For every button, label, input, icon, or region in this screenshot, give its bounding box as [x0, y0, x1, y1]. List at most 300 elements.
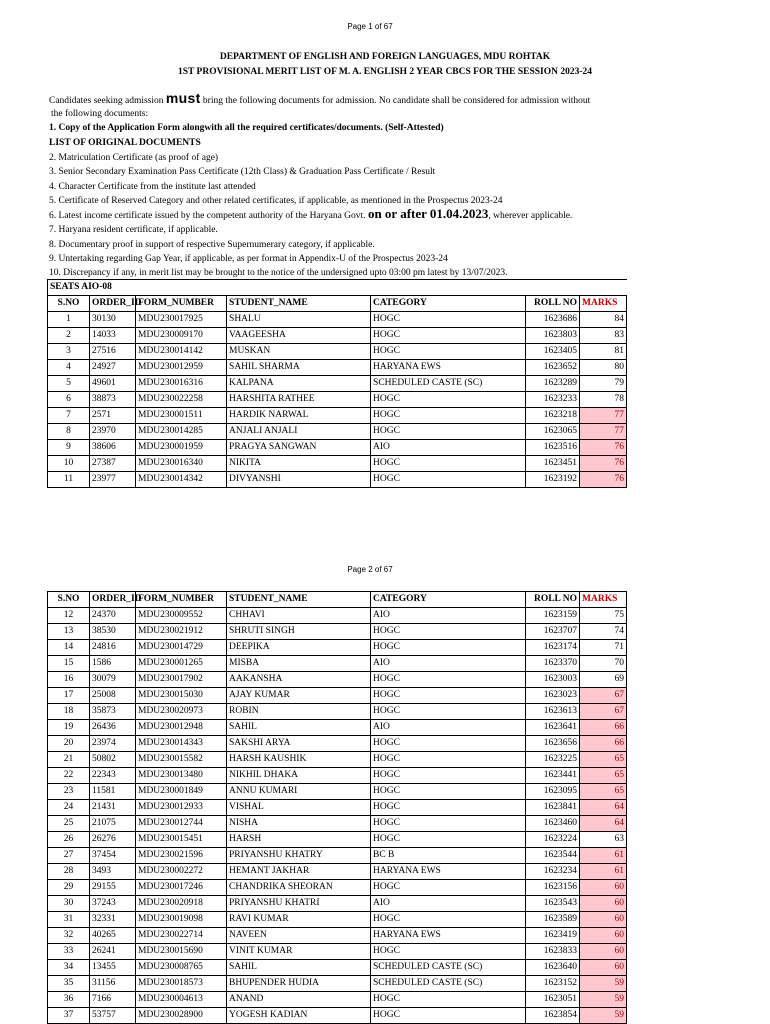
page-number: Page 1 of 67 [347, 22, 393, 31]
date-emphasis: on or after 01.04.2023 [367, 206, 489, 221]
cell-category: HOGC [371, 344, 526, 360]
cell-roll-no: 1623803 [526, 328, 580, 344]
cell-order-id: 50802 [90, 752, 136, 768]
cell-form-number: MDU230021912 [136, 624, 227, 640]
table-row [48, 912, 627, 928]
cell-student-name: SHALU [227, 312, 371, 328]
cell-student-name: SAHIL [227, 720, 371, 736]
cell-roll-no: 1623652 [526, 360, 580, 376]
col-header-sno: S.NO [48, 592, 90, 608]
col-header-order: ORDER_ID [90, 296, 136, 312]
instruction-item-8: 8. Documentary proof in support of respective Supernumerary category, if applicable. [49, 240, 375, 250]
table-row [48, 312, 627, 328]
cell-order-id: 40265 [90, 928, 136, 944]
cell-student-name: MUSKAN [227, 344, 371, 360]
cell-roll-no: 1623370 [526, 656, 580, 672]
cell-form-number: MDU230008765 [136, 960, 227, 976]
cell-category: HOGC [371, 944, 526, 960]
cell-order-id: 26241 [90, 944, 136, 960]
cell-sno: 34 [48, 960, 90, 976]
cell-student-name: NAVEEN [227, 928, 371, 944]
cell-sno: 20 [48, 736, 90, 752]
table-row [48, 408, 627, 424]
cell-marks: 84 [580, 312, 627, 328]
cell-sno: 31 [48, 912, 90, 928]
table-row [48, 376, 627, 392]
cell-roll-no: 1623023 [526, 688, 580, 704]
cell-sno: 33 [48, 944, 90, 960]
cell-student-name: NIKHIL DHAKA [227, 768, 371, 784]
cell-marks: 76 [580, 440, 627, 456]
cell-sno: 25 [48, 816, 90, 832]
cell-sno: 18 [48, 704, 90, 720]
cell-order-id: 26276 [90, 832, 136, 848]
instruction-item-1: 1. Copy of the Application Form alongwith all the required certificates/documents. (Self-Attested) [49, 123, 444, 133]
cell-form-number: MDU230001959 [136, 440, 227, 456]
cell-student-name: VINIT KUMAR [227, 944, 371, 960]
cell-roll-no: 1623544 [526, 848, 580, 864]
cell-student-name: DEEPIKA [227, 640, 371, 656]
col-header-marks: MARKS [580, 296, 627, 312]
cell-marks: 60 [580, 928, 627, 944]
page-number-2: Page 2 of 67 [347, 565, 393, 574]
cell-roll-no: 1623613 [526, 704, 580, 720]
cell-form-number: MDU230004613 [136, 992, 227, 1008]
cell-student-name: HARSHITA RATHEE [227, 392, 371, 408]
cell-sno: 32 [48, 928, 90, 944]
cell-roll-no: 1623218 [526, 408, 580, 424]
table-row [48, 784, 627, 800]
cell-form-number: MDU230001849 [136, 784, 227, 800]
table-row [48, 640, 627, 656]
table-row [48, 688, 627, 704]
cell-order-id: 26436 [90, 720, 136, 736]
cell-student-name: SAHIL SHARMA [227, 360, 371, 376]
cell-sno: 26 [48, 832, 90, 848]
table-row [48, 328, 627, 344]
cell-category: HOGC [371, 784, 526, 800]
cell-roll-no: 1623543 [526, 896, 580, 912]
cell-sno: 16 [48, 672, 90, 688]
instruction-item-7: 7. Haryana resident certificate, if applicable. [49, 225, 218, 235]
cell-roll-no: 1623441 [526, 768, 580, 784]
cell-category: AIO [371, 608, 526, 624]
cell-form-number: MDU230017902 [136, 672, 227, 688]
document-subtitle: 1ST PROVISIONAL MERIT LIST OF M. A. ENGLISH 2 YEAR CBCS FOR THE SESSION 2023-24 [177, 67, 593, 77]
cell-marks: 74 [580, 624, 627, 640]
cell-student-name: HARSH [227, 832, 371, 848]
cell-order-id: 27516 [90, 344, 136, 360]
table-row [48, 672, 627, 688]
cell-category: AIO [371, 656, 526, 672]
cell-category: HOGC [371, 832, 526, 848]
table-row [48, 456, 627, 472]
table-row [48, 752, 627, 768]
cell-student-name: HARSH KAUSHIK [227, 752, 371, 768]
cell-student-name: ANNU KUMARI [227, 784, 371, 800]
cell-form-number: MDU230015582 [136, 752, 227, 768]
cell-order-id: 30130 [90, 312, 136, 328]
cell-roll-no: 1623289 [526, 376, 580, 392]
cell-form-number: MDU230021596 [136, 848, 227, 864]
cell-roll-no: 1623641 [526, 720, 580, 736]
instruction-item-9: 9. Untertaking regarding Gap Year, if applicable, as per format in Appendix-U of the Prospectus 2023-24 [49, 254, 448, 264]
cell-category: AIO [371, 720, 526, 736]
cell-marks: 61 [580, 864, 627, 880]
cell-form-number: MDU230009170 [136, 328, 227, 344]
cell-roll-no: 1623656 [526, 736, 580, 752]
cell-form-number: MDU230018573 [136, 976, 227, 992]
table-row [48, 976, 627, 992]
cell-roll-no: 1623516 [526, 440, 580, 456]
cell-roll-no: 1623451 [526, 456, 580, 472]
cell-sno: 30 [48, 896, 90, 912]
cell-roll-no: 1623224 [526, 832, 580, 848]
cell-form-number: MDU230020973 [136, 704, 227, 720]
cell-marks: 59 [580, 1008, 627, 1024]
table-row [48, 360, 627, 376]
cell-form-number: MDU230012933 [136, 800, 227, 816]
cell-student-name: ROBIN [227, 704, 371, 720]
cell-category: HARYANA EWS [371, 360, 526, 376]
cell-sno: 14 [48, 640, 90, 656]
instructions-intro-continued: the following documents: [51, 109, 149, 119]
instruction-item-4: 4. Character Certificate from the institute last attended [49, 182, 256, 192]
cell-sno: 2 [48, 328, 90, 344]
cell-order-id: 29155 [90, 880, 136, 896]
cell-student-name: BHUPENDER HUDIA [227, 976, 371, 992]
cell-form-number: MDU230001511 [136, 408, 227, 424]
cell-roll-no: 1623234 [526, 864, 580, 880]
cell-sno: 1 [48, 312, 90, 328]
table-row [48, 848, 627, 864]
cell-student-name: NISHA [227, 816, 371, 832]
col-header-sno: S.NO [48, 296, 90, 312]
col-header-name: STUDENT_NAME [227, 592, 371, 608]
cell-sno: 7 [48, 408, 90, 424]
table-row [48, 1008, 627, 1024]
cell-category: HOGC [371, 640, 526, 656]
cell-category: HOGC [371, 392, 526, 408]
cell-marks: 63 [580, 832, 627, 848]
cell-category: HOGC [371, 456, 526, 472]
cell-category: SCHEDULED CASTE (SC) [371, 960, 526, 976]
cell-order-id: 21075 [90, 816, 136, 832]
cell-marks: 67 [580, 688, 627, 704]
cell-category: AIO [371, 440, 526, 456]
cell-student-name: KALPANA [227, 376, 371, 392]
cell-marks: 77 [580, 408, 627, 424]
cell-roll-no: 1623833 [526, 944, 580, 960]
cell-form-number: MDU230014142 [136, 344, 227, 360]
cell-student-name: MISBA [227, 656, 371, 672]
table-row [48, 992, 627, 1008]
cell-marks: 60 [580, 880, 627, 896]
cell-student-name: PRIYANSHU KHATRI [227, 896, 371, 912]
table-row [48, 816, 627, 832]
cell-roll-no: 1623225 [526, 752, 580, 768]
cell-sno: 3 [48, 344, 90, 360]
cell-marks: 60 [580, 960, 627, 976]
col-header-form: FORM_NUMBER [136, 296, 227, 312]
col-header-roll: ROLL NO [526, 592, 580, 608]
cell-order-id: 38873 [90, 392, 136, 408]
instruction-item-6: 6. Latest income certificate issued by the competent authority of the Haryana Govt. on or after 01.04.2023, wherever applicable. [49, 206, 573, 221]
cell-marks: 65 [580, 752, 627, 768]
cell-student-name: AJAY KUMAR [227, 688, 371, 704]
cell-category: HOGC [371, 408, 526, 424]
merit-table-page-2 [47, 591, 627, 1024]
cell-order-id: 30079 [90, 672, 136, 688]
cell-student-name: ANJALI ANJALI [227, 424, 371, 440]
cell-form-number: MDU230022258 [136, 392, 227, 408]
cell-order-id: 35873 [90, 704, 136, 720]
cell-marks: 81 [580, 344, 627, 360]
cell-roll-no: 1623065 [526, 424, 580, 440]
cell-marks: 76 [580, 456, 627, 472]
cell-category: HOGC [371, 704, 526, 720]
col-header-order: ORDER_ID [90, 592, 136, 608]
cell-roll-no: 1623003 [526, 672, 580, 688]
cell-category: HOGC [371, 880, 526, 896]
cell-sno: 13 [48, 624, 90, 640]
cell-category: HOGC [371, 472, 526, 488]
instruction-item-5: 5. Certificate of Reserved Category and other related certificates, if applicable, as mentioned in the Prospectus 2023-24 [49, 196, 503, 206]
cell-marks: 65 [580, 784, 627, 800]
cell-marks: 83 [580, 328, 627, 344]
cell-sno: 6 [48, 392, 90, 408]
cell-category: HOGC [371, 752, 526, 768]
cell-student-name: YOGESH KADIAN [227, 1008, 371, 1024]
table-row [48, 736, 627, 752]
cell-sno: 11 [48, 472, 90, 488]
cell-form-number: MDU230012744 [136, 816, 227, 832]
cell-order-id: 49601 [90, 376, 136, 392]
cell-category: HOGC [371, 688, 526, 704]
cell-order-id: 24927 [90, 360, 136, 376]
cell-student-name: VISHAL [227, 800, 371, 816]
cell-order-id: 11581 [90, 784, 136, 800]
cell-form-number: MDU230016340 [136, 456, 227, 472]
cell-category: HOGC [371, 912, 526, 928]
cell-roll-no: 1623854 [526, 1008, 580, 1024]
cell-student-name: HEMANT JAKHAR [227, 864, 371, 880]
cell-category: HARYANA EWS [371, 864, 526, 880]
documents-list-title: LIST OF ORIGINAL DOCUMENTS [49, 138, 201, 148]
cell-sno: 36 [48, 992, 90, 1008]
cell-order-id: 38606 [90, 440, 136, 456]
cell-student-name: SHRUTI SINGH [227, 624, 371, 640]
cell-student-name: ANAND [227, 992, 371, 1008]
cell-order-id: 13455 [90, 960, 136, 976]
cell-order-id: 23970 [90, 424, 136, 440]
cell-roll-no: 1623156 [526, 880, 580, 896]
cell-category: HOGC [371, 328, 526, 344]
cell-sno: 19 [48, 720, 90, 736]
cell-form-number: MDU230020918 [136, 896, 227, 912]
cell-student-name: NIKITA [227, 456, 371, 472]
cell-marks: 78 [580, 392, 627, 408]
cell-student-name: HARDIK NARWAL [227, 408, 371, 424]
table-row [48, 440, 627, 456]
table-row [48, 624, 627, 640]
instructions-intro: Candidates seeking admission must bring the following documents for admission. No candidate shall be considered for admission without [49, 90, 591, 106]
cell-category: SCHEDULED CASTE (SC) [371, 976, 526, 992]
cell-form-number: MDU230009552 [136, 608, 227, 624]
cell-marks: 60 [580, 896, 627, 912]
cell-form-number: MDU230001265 [136, 656, 227, 672]
table-body-page-2 [48, 608, 627, 1024]
cell-form-number: MDU230015690 [136, 944, 227, 960]
cell-sno: 9 [48, 440, 90, 456]
table-body-page-1 [48, 312, 627, 488]
cell-sno: 29 [48, 880, 90, 896]
table-row [48, 720, 627, 736]
cell-marks: 71 [580, 640, 627, 656]
cell-roll-no: 1623419 [526, 928, 580, 944]
cell-marks: 65 [580, 768, 627, 784]
cell-order-id: 37243 [90, 896, 136, 912]
cell-order-id: 22343 [90, 768, 136, 784]
cell-sno: 23 [48, 784, 90, 800]
cell-student-name: PRIYANSHU KHATRY [227, 848, 371, 864]
cell-order-id: 7166 [90, 992, 136, 1008]
cell-student-name: SAHIL [227, 960, 371, 976]
cell-sno: 28 [48, 864, 90, 880]
table-row [48, 880, 627, 896]
cell-form-number: MDU230013480 [136, 768, 227, 784]
cell-form-number: MDU230016316 [136, 376, 227, 392]
cell-form-number: MDU230014343 [136, 736, 227, 752]
cell-form-number: MDU230019098 [136, 912, 227, 928]
cell-form-number: MDU230028900 [136, 1008, 227, 1024]
document-title: DEPARTMENT OF ENGLISH AND FOREIGN LANGUAGES, MDU ROHTAK [219, 52, 551, 62]
cell-sno: 4 [48, 360, 90, 376]
cell-roll-no: 1623159 [526, 608, 580, 624]
cell-form-number: MDU230014729 [136, 640, 227, 656]
cell-student-name: RAVI KUMAR [227, 912, 371, 928]
table-row [48, 608, 627, 624]
instruction-item-3: 3. Senior Secondary Examination Pass Certificate (12th Class) & Graduation Pass Certificate / Result [49, 167, 436, 177]
table-row [48, 424, 627, 440]
table-row [48, 472, 627, 488]
cell-category: HOGC [371, 1008, 526, 1024]
table-row [48, 656, 627, 672]
cell-category: HOGC [371, 816, 526, 832]
cell-order-id: 23977 [90, 472, 136, 488]
cell-order-id: 38530 [90, 624, 136, 640]
cell-form-number: MDU230015451 [136, 832, 227, 848]
instruction-item-10: 10. Discrepancy if any, in merit list may be brought to the notice of the undersigned upto 03:00 pm latest by 13/07/2023. [49, 268, 508, 278]
cell-marks: 64 [580, 816, 627, 832]
cell-category: HOGC [371, 424, 526, 440]
cell-marks: 75 [580, 608, 627, 624]
table-row [48, 864, 627, 880]
cell-order-id: 32331 [90, 912, 136, 928]
cell-marks: 59 [580, 976, 627, 992]
table-row [48, 832, 627, 848]
cell-marks: 59 [580, 992, 627, 1008]
cell-category: BC B [371, 848, 526, 864]
cell-sno: 17 [48, 688, 90, 704]
cell-roll-no: 1623405 [526, 344, 580, 360]
cell-sno: 21 [48, 752, 90, 768]
cell-student-name: PRAGYA SANGWAN [227, 440, 371, 456]
cell-order-id: 27387 [90, 456, 136, 472]
cell-category: HOGC [371, 768, 526, 784]
col-header-category: CATEGORY [371, 592, 526, 608]
cell-sno: 37 [48, 1008, 90, 1024]
cell-form-number: MDU230022714 [136, 928, 227, 944]
cell-roll-no: 1623460 [526, 816, 580, 832]
col-header-name: STUDENT_NAME [227, 296, 371, 312]
cell-roll-no: 1623841 [526, 800, 580, 816]
cell-form-number: MDU230002272 [136, 864, 227, 880]
cell-sno: 22 [48, 768, 90, 784]
table-header-row [48, 592, 627, 608]
cell-student-name: CHANDRIKA SHEORAN [227, 880, 371, 896]
table-row [48, 896, 627, 912]
table-row [48, 960, 627, 976]
table-row [48, 768, 627, 784]
cell-category: HOGC [371, 624, 526, 640]
cell-marks: 60 [580, 912, 627, 928]
cell-order-id: 3493 [90, 864, 136, 880]
merit-table-page-1 [47, 279, 627, 488]
cell-roll-no: 1623707 [526, 624, 580, 640]
cell-sno: 12 [48, 608, 90, 624]
table-row [48, 800, 627, 816]
cell-marks: 70 [580, 656, 627, 672]
cell-roll-no: 1623589 [526, 912, 580, 928]
cell-sno: 8 [48, 424, 90, 440]
col-header-form: FORM_NUMBER [136, 592, 227, 608]
cell-category: HOGC [371, 312, 526, 328]
cell-form-number: MDU230017925 [136, 312, 227, 328]
seats-row [48, 280, 627, 296]
cell-marks: 76 [580, 472, 627, 488]
must-emphasis: must [165, 90, 201, 106]
cell-order-id: 21431 [90, 800, 136, 816]
cell-category: HOGC [371, 992, 526, 1008]
cell-marks: 66 [580, 736, 627, 752]
cell-marks: 60 [580, 944, 627, 960]
cell-roll-no: 1623051 [526, 992, 580, 1008]
cell-category: HOGC [371, 672, 526, 688]
instruction-item-2: 2. Matriculation Certificate (as proof of age) [49, 153, 219, 163]
cell-marks: 64 [580, 800, 627, 816]
cell-form-number: MDU230015030 [136, 688, 227, 704]
cell-sno: 27 [48, 848, 90, 864]
table-row [48, 944, 627, 960]
cell-order-id: 23974 [90, 736, 136, 752]
cell-form-number: MDU230012948 [136, 720, 227, 736]
cell-student-name: VAAGEESHA [227, 328, 371, 344]
cell-order-id: 31156 [90, 976, 136, 992]
cell-sno: 10 [48, 456, 90, 472]
cell-roll-no: 1623233 [526, 392, 580, 408]
cell-roll-no: 1623174 [526, 640, 580, 656]
cell-category: HARYANA EWS [371, 928, 526, 944]
cell-category: AIO [371, 896, 526, 912]
cell-student-name: AAKANSHA [227, 672, 371, 688]
cell-sno: 15 [48, 656, 90, 672]
cell-student-name: DIVYANSHI [227, 472, 371, 488]
cell-order-id: 37454 [90, 848, 136, 864]
cell-form-number: MDU230014285 [136, 424, 227, 440]
cell-marks: 66 [580, 720, 627, 736]
cell-student-name: CHHAVI [227, 608, 371, 624]
